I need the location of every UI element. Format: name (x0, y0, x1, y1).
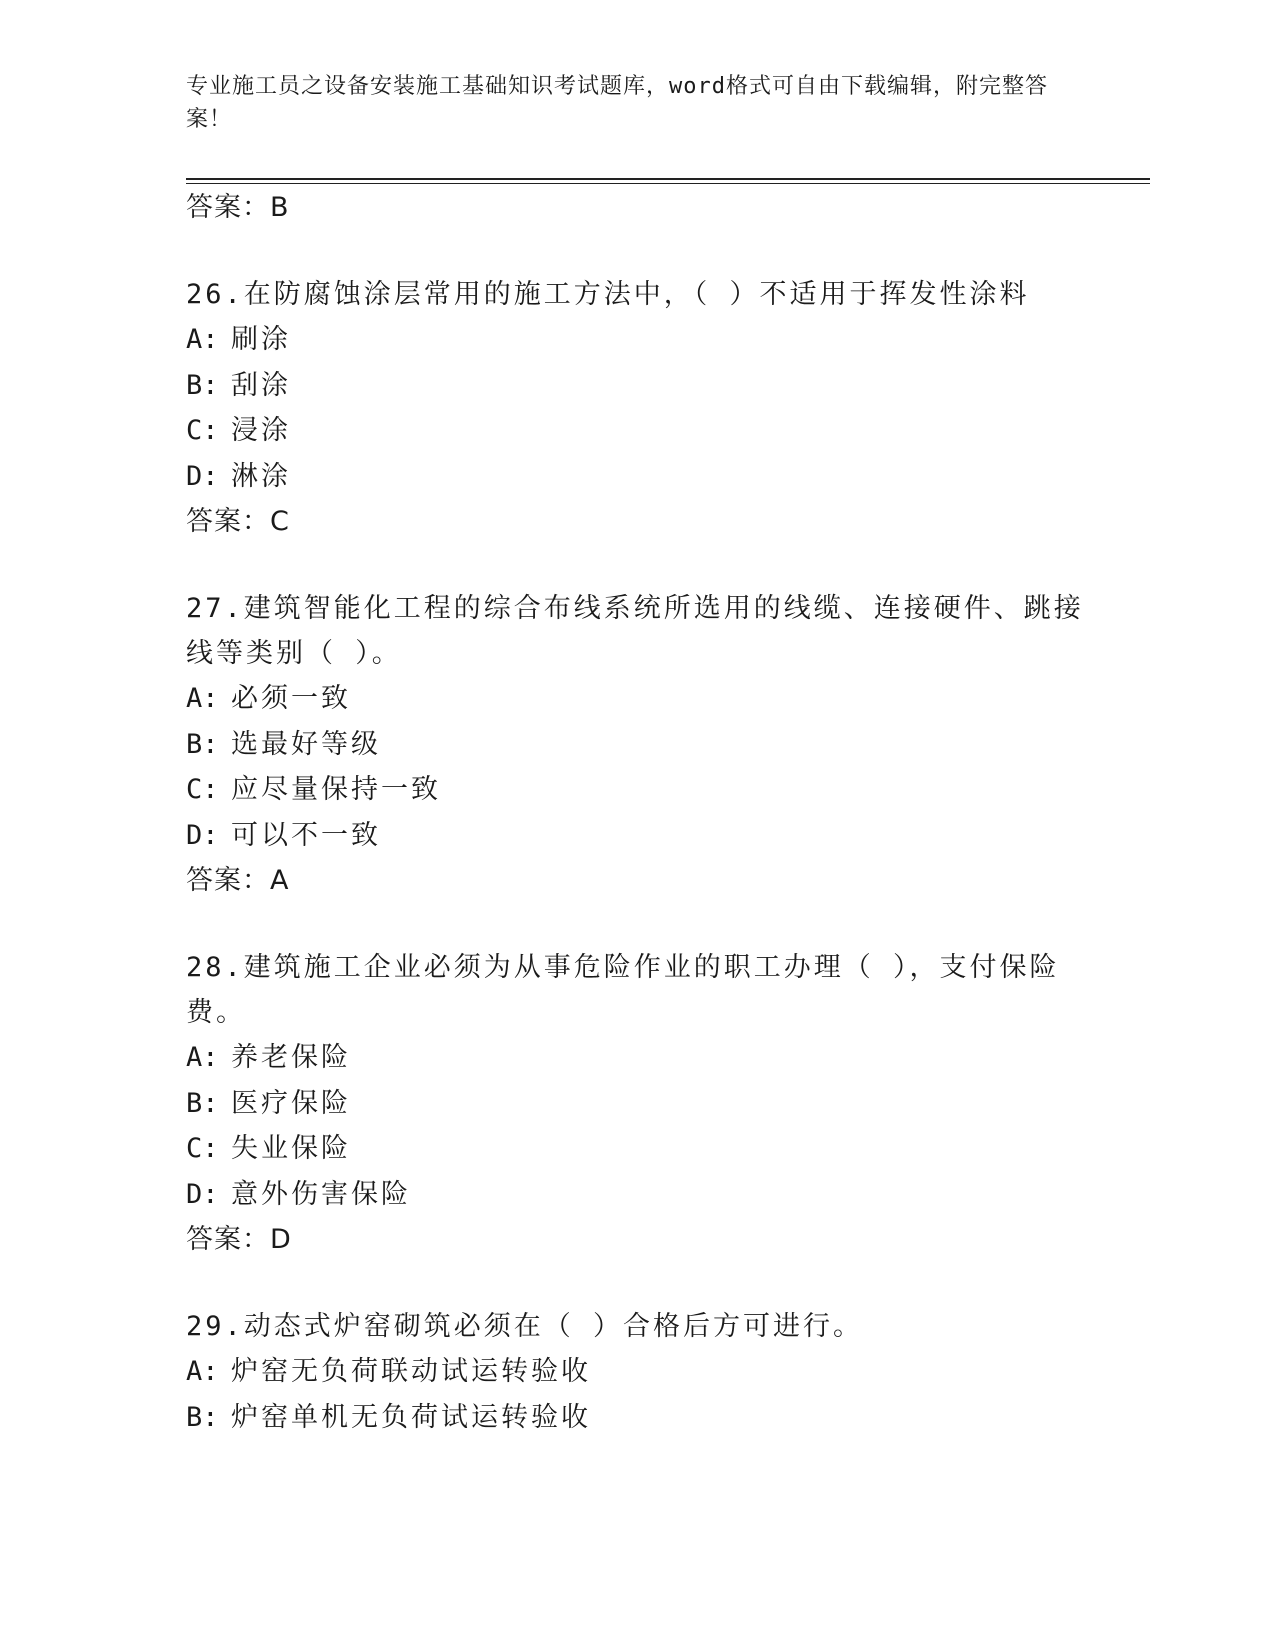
option-label: C: (186, 774, 219, 805)
option-label: B: (186, 1087, 219, 1119)
option-label: A: (186, 1042, 219, 1073)
option-text: 刮涂 (231, 369, 291, 401)
option-label: C: (186, 415, 219, 446)
option-text: 炉窑单机无负荷试运转验收 (231, 1401, 591, 1433)
option-text: 应尽量保持一致 (231, 774, 441, 805)
option-c (186, 767, 1086, 813)
option-b (186, 1081, 1086, 1127)
answer-line: 答案：B (186, 192, 290, 223)
question-stem: 26.在防腐蚀涂层常用的施工方法中，（ ）不适用于挥发性涂料 (186, 279, 1030, 310)
option-text: 淋涂 (231, 460, 291, 492)
option-label: A: (186, 1356, 219, 1387)
option-d (186, 454, 1086, 500)
question-26 (186, 272, 1086, 544)
option-text: 浸涂 (231, 415, 291, 446)
option-text: 意外伤害保险 (231, 1178, 411, 1210)
question-stem: 27.建筑智能化工程的综合布线系统所选用的线缆、连接硬件、跳接线等类别（ ）。 (186, 593, 1084, 669)
header-rule-thin (186, 183, 1150, 184)
question-27 (186, 586, 1086, 903)
question-29 (186, 1304, 1086, 1440)
option-d (186, 1172, 1086, 1218)
answer-line: 答案：D (186, 1224, 292, 1255)
option-label: C: (186, 1133, 219, 1164)
option-label: A: (186, 324, 219, 355)
option-label: D: (186, 1178, 219, 1210)
question-stem: 28.建筑施工企业必须为从事危险作业的职工办理（ ），支付保险费。 (186, 952, 1060, 1028)
option-text: 失业保险 (231, 1133, 351, 1164)
option-label: D: (186, 460, 219, 492)
option-label: A: (186, 683, 219, 714)
question-28 (186, 945, 1086, 1262)
option-text: 选最好等级 (231, 728, 381, 760)
option-label: B: (186, 1401, 219, 1433)
option-text: 养老保险 (231, 1042, 351, 1073)
option-c (186, 408, 1086, 454)
option-b (186, 363, 1086, 409)
option-a (186, 317, 1086, 363)
option-a (186, 1349, 1086, 1395)
option-a (186, 1035, 1086, 1081)
option-b (186, 722, 1086, 768)
option-text: 刷涂 (231, 324, 291, 355)
answer-line: 答案：C (186, 506, 290, 537)
option-text: 必须一致 (231, 683, 351, 714)
answer-line: 答案：A (186, 865, 290, 896)
option-c (186, 1126, 1086, 1172)
question-list (186, 185, 1086, 1440)
option-label: B: (186, 369, 219, 401)
option-text: 炉窑无负荷联动试运转验收 (231, 1356, 591, 1387)
header-rule-thick (186, 178, 1150, 180)
option-b (186, 1395, 1086, 1441)
option-a (186, 676, 1086, 722)
option-text: 可以不一致 (231, 819, 381, 851)
option-label: B: (186, 728, 219, 760)
option-label: D: (186, 819, 219, 851)
question-stem: 29.动态式炉窑砌筑必须在（ ）合格后方可进行。 (186, 1311, 864, 1342)
header-note: 专业施工员之设备安装施工基础知识考试题库，word格式可自由下载编辑，附完整答案！ (186, 74, 1048, 132)
option-d (186, 813, 1086, 859)
option-text: 医疗保险 (231, 1087, 351, 1119)
